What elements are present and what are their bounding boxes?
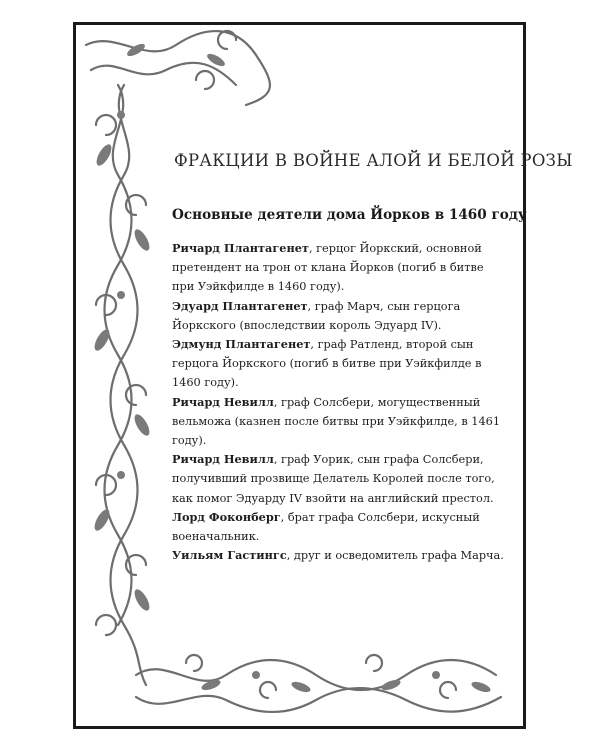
entry-text: , брат графа Солсбери, искусный военачальник. (172, 510, 480, 544)
list-item (172, 297, 508, 335)
list-item (172, 393, 508, 451)
list-item (172, 546, 508, 565)
entry-name: Ричард Невилл (172, 452, 274, 467)
section-heading: Основные деятели дома Йорков в 1460 году (172, 207, 527, 223)
page-title: ФРАКЦИИ В ВОЙНЕ АЛОЙ И БЕЛОЙ РОЗЫ (174, 151, 573, 170)
entry-text: , друг и осведомитель графа Марча. (286, 549, 504, 563)
page-frame (73, 22, 573, 729)
entry-name: Лорд Фоконберг (172, 509, 281, 524)
entry-text: , граф Марч, сын герцога Йоркского (впоследствии король Эдуард IV). (172, 299, 461, 332)
entry-text: , граф Уорик, сын графа Солсбери, получивший прозвище Делатель Королей после того, как помог Эдуарду IV взойти на английский престол. (172, 453, 495, 505)
entry-name: Эдуард Плантагенет (172, 298, 308, 313)
entries-list (172, 239, 508, 565)
list-item (172, 450, 508, 508)
list-item (172, 508, 508, 546)
list-item (172, 335, 508, 393)
entry-name: Ричард Плантагенет (172, 241, 309, 255)
entry-text: , граф Ратленд, второй сын герцога Йоркского (погиб в битве при Уэйкфилде в 1460 году). (172, 338, 482, 390)
entry-text: , граф Солсбери, могущественный вельможа (казнен после битвы при Уэйкфилде, в 1461 году). (172, 395, 501, 448)
entry-text: , герцог Йоркский, основной претендент на трон от клана Йорков (погиб в битве при Уэйкфилде в 1460 году). (172, 242, 484, 294)
entry-name: Эдмунд Плантагенет (172, 337, 311, 352)
entry-name: Уильям Гастингс (172, 548, 287, 563)
list-item (172, 239, 508, 297)
entry-name: Ричард Невилл (172, 394, 274, 409)
